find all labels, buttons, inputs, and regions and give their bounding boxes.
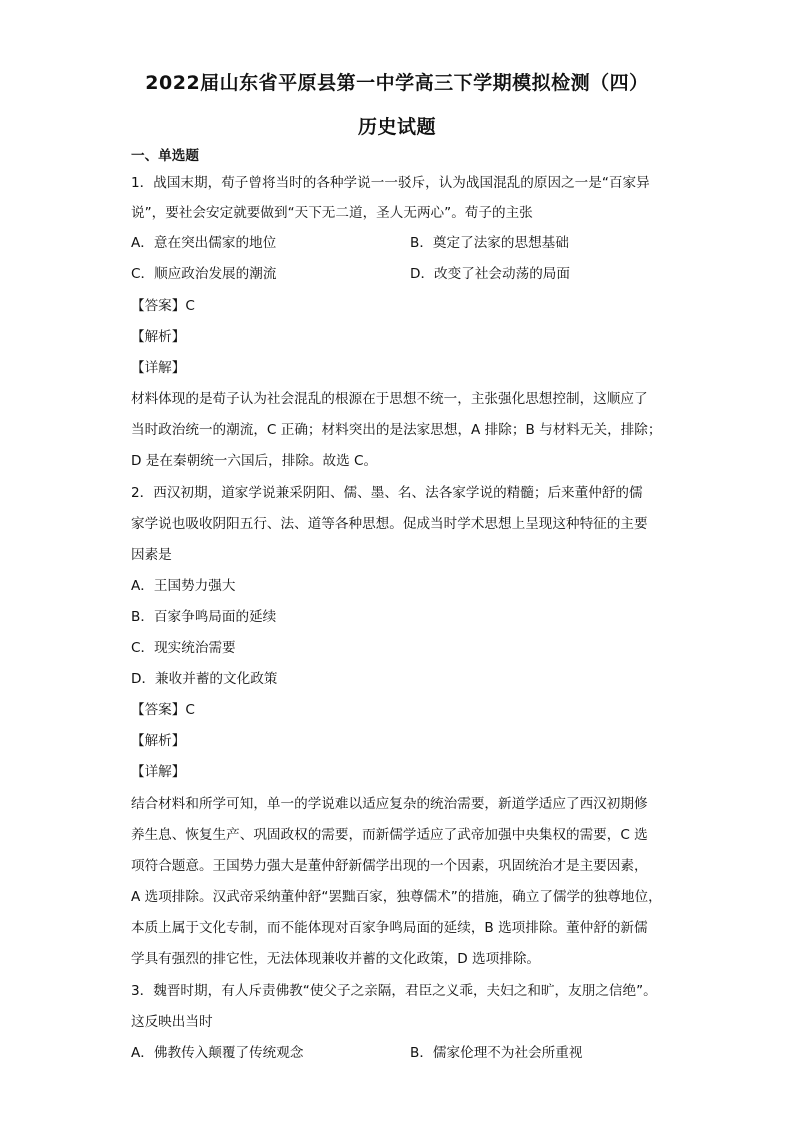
q1-stem-line-1: 1．战国末期，荀子曾将当时的各种学说一一驳斥，认为战国混乱的原因之一是“百家异 bbox=[131, 175, 650, 191]
q3-option-b: B．儒家伦理不为社会所重视 bbox=[410, 1045, 583, 1061]
q1-option-b: B．奠定了法家的思想基础 bbox=[410, 235, 569, 251]
q3-stem-line-2: 这反映出当时 bbox=[131, 1014, 213, 1030]
q1-explain-line-1: 材料体现的是荀子认为社会混乱的根源在于思想不统一，主张强化思想控制，这顺应了 bbox=[131, 391, 648, 407]
exam-title: 2022届山东省平原县第一中学高三下学期模拟检测（四） bbox=[145, 72, 649, 94]
q2-detail-label: 【详解】 bbox=[131, 764, 186, 780]
q2-explain-line-4: A 选项排除。汉武帝采纳董仲舒“罢黜百家，独尊儒术”的措施，确立了儒学的独尊地位， bbox=[131, 889, 662, 905]
q2-stem-line-3: 因素是 bbox=[131, 547, 172, 563]
q2-option-b: B．百家争鸣局面的延续 bbox=[131, 609, 277, 625]
q1-analysis-label: 【解析】 bbox=[131, 329, 186, 345]
q2-explain-line-3: 项符合题意。王国势力强大是董仲舒新儒学出现的一个因素，巩固统治才是主要因素， bbox=[131, 858, 648, 874]
q1-stem-line-2: 说”，要社会安定就要做到“天下无二道，圣人无两心”。荀子的主张 bbox=[131, 205, 533, 221]
q1-option-a: A．意在突出儒家的地位 bbox=[131, 235, 277, 251]
q2-option-a: A．王国势力强大 bbox=[131, 578, 236, 594]
q2-explain-line-6: 学具有强烈的排它性，无法体现兼收并蓄的文化政策，D 选项排除。 bbox=[131, 951, 541, 967]
q2-explain-line-2: 养生息、恢复生产、巩固政权的需要，而新儒学适应了武帝加强中央集权的需要，C 选 bbox=[131, 827, 648, 843]
section-heading: 一、单选题 bbox=[131, 148, 199, 164]
exam-subtitle: 历史试题 bbox=[357, 116, 436, 138]
q2-explain-line-1: 结合材料和所学可知，单一的学说难以适应复杂的统治需要，新道学适应了西汉初期修 bbox=[131, 796, 648, 812]
q1-detail-label: 【详解】 bbox=[131, 360, 186, 376]
q3-stem-line-1: 3．魏晋时期，有人斥责佛教“使父子之亲隔，君臣之义乖，夫妇之和旷，友朋之信绝”。 bbox=[131, 983, 657, 999]
q1-explain-line-3: D 是在秦朝统一六国后，排除。故选 C。 bbox=[131, 453, 378, 469]
q2-option-d: D．兼收并蓄的文化政策 bbox=[131, 671, 278, 687]
q2-answer: 【答案】C bbox=[131, 702, 195, 718]
q2-stem-line-1: 2．西汉初期，道家学说兼采阴阳、儒、墨、名、法各家学说的精髓；后来董仲舒的儒 bbox=[131, 485, 643, 501]
q1-explain-line-2: 当时政治统一的潮流，C 正确；材料突出的是法家思想，A 排除；B 与材料无关，排除； bbox=[131, 422, 662, 438]
q2-analysis-label: 【解析】 bbox=[131, 733, 186, 749]
q1-answer: 【答案】C bbox=[131, 298, 195, 314]
q1-option-c: C．顺应政治发展的潮流 bbox=[131, 266, 277, 282]
q2-option-c: C．现实统治需要 bbox=[131, 640, 236, 656]
q2-stem-line-2: 家学说也吸收阴阳五行、法、道等各种思想。促成当时学术思想上呈现这种特征的主要 bbox=[131, 516, 648, 532]
q2-explain-line-5: 本质上属于文化专制，而不能体现对百家争鸣局面的延续，B 选项排除。董仲舒的新儒 bbox=[131, 920, 648, 936]
q3-option-a: A．佛教传入颠覆了传统观念 bbox=[131, 1045, 304, 1061]
q1-option-d: D．改变了社会动荡的局面 bbox=[410, 266, 570, 282]
